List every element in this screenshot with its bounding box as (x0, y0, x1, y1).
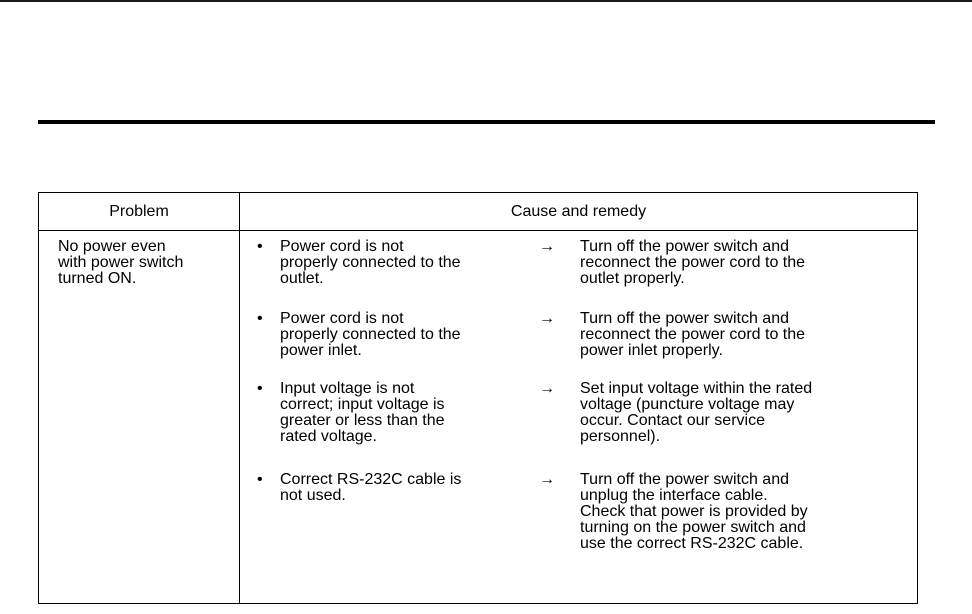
bullet: • (257, 238, 263, 255)
arrow-right-icon: → (539, 310, 555, 327)
arrow-right-icon: → (539, 380, 555, 397)
arrow-right-icon: → (539, 471, 555, 488)
remedy-text: Turn off the power switch and reconnect the power cord to the power inlet properly. (580, 310, 806, 359)
header-cause-and-remedy: Cause and remedy (510, 203, 647, 220)
cause-text: Power cord is not properly connected to the power inlet. (280, 310, 461, 359)
remedy-text: Set input voltage within the rated voltage (puncture voltage may occur. Contact our service personnel). (580, 380, 813, 445)
section-rule (38, 120, 935, 124)
cause-text: Input voltage is not correct; input voltage is greater or less than the rated voltage. (280, 380, 445, 445)
bullet: • (257, 310, 263, 327)
cause-text: Power cord is not properly connected to the outlet. (280, 238, 461, 287)
header-rule (39, 230, 917, 231)
cause-text: Correct RS-232C cable is not used. (280, 471, 462, 504)
problem-text: No power even with power switch turned ON. (58, 238, 184, 287)
column-divider (239, 193, 240, 603)
top-rule (0, 0, 972, 2)
remedy-text: Turn off the power switch and unplug the interface cable. Check that power is provided by turning on the power switch and use the correct RS-232C cable. (580, 471, 808, 552)
header-problem: Problem (109, 203, 169, 220)
remedy-text: Turn off the power switch and reconnect the power cord to the outlet properly. (580, 238, 806, 287)
troubleshooting-table (38, 192, 918, 604)
arrow-right-icon: → (539, 238, 555, 255)
bullet: • (257, 380, 263, 397)
bullet: • (257, 471, 263, 488)
